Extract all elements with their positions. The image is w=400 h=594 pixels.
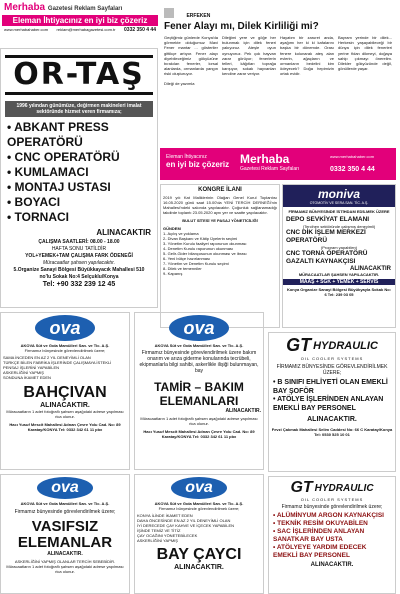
kongre-title: KONGRE İLANI [198, 187, 242, 193]
gt-hydraulic-ad-2: GT HYDRAULIC OIL COOLER SYSTEMS Firmamız bünyesinde görevlendirilmek üzere; • ALÜMİNYUM ARGON KAYNAKÇISI • TEKNİK RESİM OKUYABİLEN • SAC İŞLERİNDEN ANLAYAN SANATKAR BAY USTA • ATÖLYEYE YARDIM EDECEK EMEKLİ BAY PERSONEL ALINACAKTIR. [268, 476, 396, 594]
ova-logo: ova [37, 477, 93, 499]
phone: 0332 350 4 44 [124, 27, 156, 33]
mid-site-link[interactable]: www.merhabahaber.com [330, 154, 375, 159]
article-col: Hayatım bir zaruret anda, ayağımı her ki ki kafalarını başka bir dönemde. Orası fenere kolunarak ateş alan evlerin, ağaçların ve ormanların bedelini kim ödeyecek? Doğa hepimizin ortak evidir. [280, 35, 334, 77]
job-item: • MONTAJ USTASI [7, 180, 151, 195]
job-title: VASIFSIZ ELEMANLAR [17, 518, 113, 551]
alinacak-label: ALINACAKTIR [96, 228, 151, 237]
job-item: • ABKANT PRESS OPERATÖRÜ [7, 120, 151, 150]
gt-logo: GT [286, 335, 312, 355]
job-item: • BOYACI [7, 195, 151, 210]
ortas-ad: OR-TAŞ 1996 yılından günümüze, değirmen makineleri imalat sektöründe hizmet veren firmamıza; • ABKANT PRESS OPERATÖRÜ • CNC OPERATÖRÜ • KUMLAMACI • MONTAJ USTASI • BOYACI • TORNACI ALINACAKTIR ÇALIŞMA SAATLERİ: 08.00 - 18.00 HAFTA SONU TATİLDİR YOL+YEMEK+TAM ÇALIŞMA FARK ÖDENEĞİ Müracaatlar şahsen yapılacaktır. 5.Organize Sanayi Bölgesi Büyükkayacık Mahallesi 510 no'lu Sokak No:4 Selçuklu/Konya Tel: +90 332 239 12 45 [0, 48, 158, 308]
promo-line: Eleman İhtiyacınız en iyi biz çözeriz [2, 15, 158, 26]
email-link[interactable]: reklam@merhabagazetesi.com.tr [56, 27, 116, 32]
ortas-logo: OR-TAŞ [5, 55, 153, 95]
gt-hydraulic-ad-1: GT HYDRAULIC OIL COOLER SYSTEMS FİRMAMIZ BÜNYESİNDE GÖREVLENDİRİLMEK ÜZERE; • B SINIFI EHLİYETİ OLAN EMEKLİ BAY ŞOFÖR • ATÖLYE İŞLERİNDEN ANLAYAN EMEKLİ BAY PERSONEL ALINACAKTIR. Fevzi Çakmak Mahallesi Selim Caddesi No: 66 C Karatay/Konya Tel: 0530 525 10 01 [268, 332, 396, 472]
job-title: BAY ÇAYCI [156, 546, 242, 563]
ova-logo: ova [171, 477, 227, 499]
article-col: Bayram yerinde bir dilek... Herkesin yaşayabileceği bir dünya için dilek fenerleri yerine fidan dikmeyi, doğaya sahip çıkmayı önerelim. Dilekler gökyüzünde değil, gönüllerde yaşar. [338, 35, 392, 72]
job-item: • KUMLAMACI [7, 165, 151, 180]
ova-logo: ova [35, 315, 95, 341]
job-title: BAHÇIVAN [23, 384, 107, 401]
ova-ad-tamir: ova AKOVA Süt ve Gıda Mamülleri San. ve Tic. A.Ş. Firmamız bünyesinde görevlendirilmek üzere bakım onarım ve arıza giderme konularında tecrübeli, ekipmanlarla bilgi sahibi, askerlikle ilişiği bulunmayan, bay TAMİR – BAKIM ELEMANLARI ALINACAKTIR. Müracaatların 1 adet fotoğraflı şahsen aşağıdaki adrese yapılması rica olunur. Hacı Yusuf Mescit Mahallesi Adnan Çevre Yolu Cad. No: 89 Karatay/KONYA Tel: 0332 342 61 11 pbx [134, 312, 264, 470]
merhaba-brand: Merhaba [4, 2, 46, 13]
ortas-job-list [1, 117, 157, 228]
article-col: Geçtiğimiz günlerde Konya'da görmekte olduğumuz Mavi Fener mantar ... gösteriler gittikçe artıyor. Fener alayı diyebileceğimiz gökyüzüne bırakılan fenerler, kırsal alanlarda, ormanlarda yangın riski oluşturuyor. [164, 35, 218, 77]
ova-ad-bahcivan: ova AKOVA Süt ve Gıda Mamülleri San. ve Tic. A.Ş. Firmamız bünyesinde görevlendirilmek üzere; SAMA İNCEDEN EN AZ 2 YIL DENEYİMLİ OLAN TÜRKÇE BİLEN FABRİKA İŞLERİNDE ÇALIŞMAYA İSTEKLİ PENSAJ İŞLERİNİ YAPABİLEN ASKERLİĞİNİ YAPMIŞ SONDUNA İKAMET EDEN BAHÇIVAN ALINACAKTIR. Müracaatların 1 adet fotoğraflı şahsen aşağıdaki adrese yapılması rica olunur. Hacı Yusuf Mescit Mahallesi Adnan Çevre Yolu Cad. No: 89 Karatay/KONYA Tel: 0332 342 61 11 pbx [0, 312, 130, 470]
article-col: Dileğimi yere ve göğe her bulunmak için dilek feneri yakıyoruz. Ateşle oyun oynuyoruz. Pek çok hayvan zarar görüyor; fenerlerin telleri, kâğıtları toprağa karışıyor, sokak hayvanları kendine zarar veriyor. [222, 35, 276, 77]
gt-logo: GT [290, 479, 313, 496]
kongre-ilani: KONGRE İLANI 2019 yılı Kat Maliklerinin Olağan Genel Kurul Toplantısı 16.05.2020 günü saat 15.00'da YENİ TERCİH DERNEĞİ'nin Mahallesi'ndeki salonda yapılacaktır. Çoğunluk sağlanamadığı takdirde toplantı 23.05.2020 aynı yer ve saatte yapılacaktır. BULUT SİTESİ YE PASAJ YÖNETİCİLİĞİ GÜNDEM 1- Açılış ve yoklama 2- Divan Başkanı ve Kâtip Üyelerin seçimi 3- Yönetim Kurulu faaliyet raporunun okunması 4- Denetim Kurulu raporunun okunması 5- Gelir-Gider bilançosunun okunması ve ibrası 6- Yeni bütçe hazırlanması 7- Yönetim ve Denetim Kurulu seçimi 8- Dilek ve temenniler 9- Kapanış [160, 184, 280, 328]
ortas-slogan: 1996 yılından günümüze, değirmen makineleri imalat sektöründe hizmet veren firmamıza; [5, 101, 153, 117]
top-merhaba-banner: Merhaba Gazetesi Reklam Sayfaları Eleman İhtiyacınız en iyi biz çözeriz www.merhabahaber.com reklam@merhabagazetesi.com.tr 0332 350 4 44 [4, 2, 156, 33]
avatar [164, 8, 174, 18]
job-item: • CNC OPERATÖRÜ [7, 150, 151, 165]
article-title: Fener Alayı mı, Dilek Kirliliği mi? [164, 21, 319, 32]
ova-logo: ova [169, 315, 229, 341]
moniva-ad: moniva OTOMOTİV VE SERA SAN. TİC. A.Ş. FİRMAMIZ BÜNYESİNDE İSTİHDAM EDİLMEK ÜZERE DEPO SEVKİYAT ELAMANI (Tercihen sektöründe çalışmış deneyimli) CNC DİK İŞLEM MERKEZİ OPERATÖRÜ (Program yapabilen) CNC TORNA OPERATÖRÜ GAZALTI KAYNAKÇISI ALINACAKTIR MÜRACAATLAR ŞAHSEN YAPILACAKTIR. MAAŞ + SGK + YEMEK + SERVİS Konya Organize Sanayi Bölgesi Büyükyayla Sokak No: 6 Tel: 239 03 05 [282, 184, 396, 328]
job-title: TAMİR – BAKIM ELEMANLARI [154, 380, 244, 408]
article: Fener Alayı mı, Dilek Kirliliği mi? Geçtiğimiz günlerde Konya'da görmekte olduğumuz Mavi Fener mantar ... gösteriler gittikçe artıyor. Fener alayı diyebileceğimiz gökyüzüne bırakılan fenerler, kırsal alanlarda, ormanlarda yangın riski oluşturuyor. Dileğimi yere ve göğe her bulunmak için dilek feneri yakıyoruz. Ateşle oyun oynuyoruz. Pek çok hayvan zarar görüyor; fenerlerin telleri, kâğıtları toprağa karışıyor, sokak hayvanları kendine zarar veriyor. Hayatım bir zaruret anda, ayağımı her ki ki kafalarını başka bir dönemde. Orası fenere kolunarak ateş alan evlerin, ağaçların ve ormanların bedelini kim ödeyecek? Doğa hepimizin ortak evidir. Bayram yerinde bir dilek... Herkesin yaşayabileceği bir dünya için dilek fenerleri yerine fidan dikmeyi, doğaya sahip çıkmayı önerelim. Dilekler gökyüzünde değil, gönüllerde yaşar. Dileği de yazımla [160, 18, 396, 146]
mid-merhaba-banner: Eleman İhtiyacınız en iyi biz çözeriz Merhaba Gazetesi Reklam Sayfaları www.merhabahaber.com 0332 350 4 44 [160, 148, 396, 180]
ova-ad-cayci: ova AKOVA Süt ve Gıda Mamülleri San. ve Tic. A.Ş. Firmamız bünyesinde görevlendirilmek üzere; KONYA İLİNDE İKAMET EDEN DAHA ÖNCESİNDE EN AZ 2 YIL DENEYİMLİ OLAN İYİ DERECEDE ÇAY KAHVE VE İÇECEK YAPABİLEN İŞİNDE TEMİZ VE TİTİZ ÇAY OCAĞINI YÖNETEBİLECEK ASKERLİĞİNİ YAPMIŞ BAY ÇAYCI ALINACAKTIR. [134, 474, 264, 594]
columnist-name: ERFEKEN [186, 13, 211, 18]
ova-ad-vasifsiz: ova AKOVA Süt ve Gıda Mamülleri San. ve Tic. A.Ş. Firmamız bünyesinde görevlendirilmek üzere; VASIFSIZ ELEMANLAR ALINACAKTIR. ASKERLİĞİNİ YAPMIŞ OLANLAR TERCİH SEBEBİDİR. Müracaatların 1 adet fotoğraflı şahsen aşağıdaki adrese yapılması rica olunur. [0, 474, 130, 594]
job-item: • TORNACI [7, 210, 151, 225]
site-link[interactable]: www.merhabahaber.com [4, 27, 49, 32]
columnist [164, 4, 394, 18]
moniva-logo: moniva [317, 187, 360, 201]
